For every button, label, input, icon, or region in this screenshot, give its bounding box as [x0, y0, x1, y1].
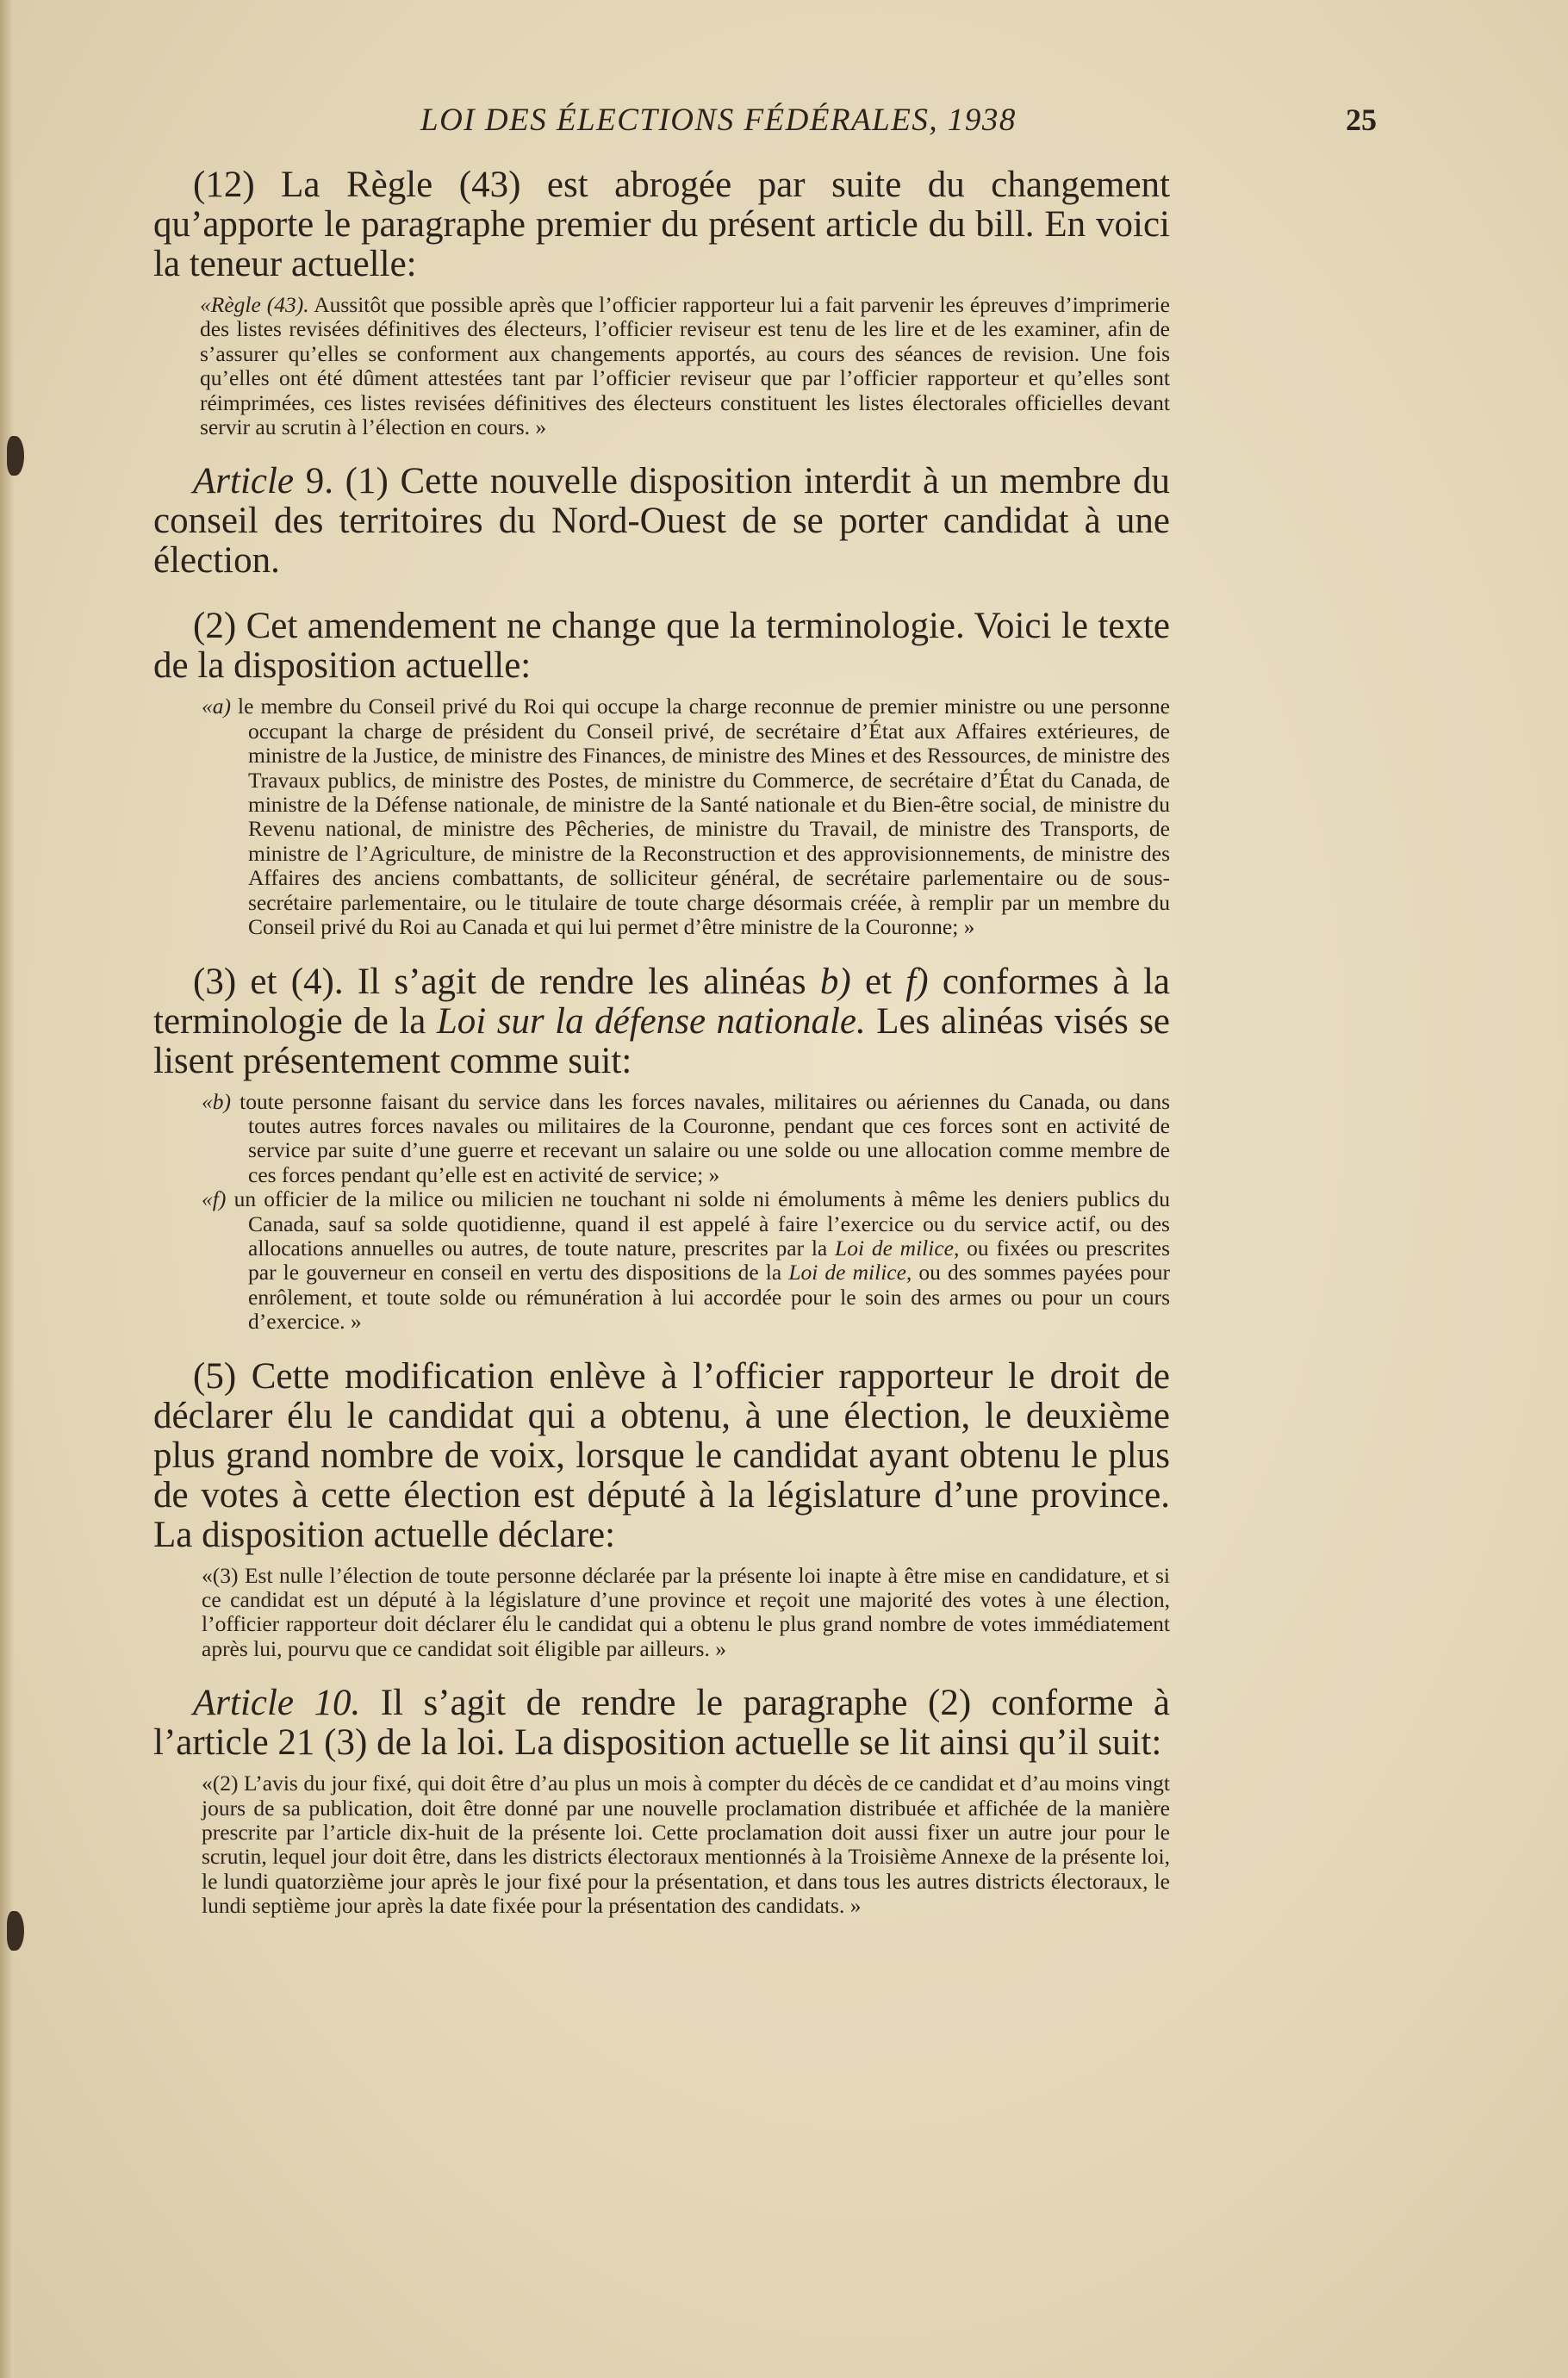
text-fragment: (3) et (4). Il s’agit de rendre les alinéas: [193, 961, 820, 1002]
paragraph-5: (5) Cette modification enlève à l’officier rapporteur le droit de déclarer élu le candidat qui a obtenu, à une élection, le deuxième plus grand nombre de voix, lorsque le candidat ayant obtenu le plus de votes à cette élection est député à la législature d’une province. La disposition actuelle déclare:: [153, 1355, 1170, 1555]
text-fragment: conformes à la terminologie de la: [153, 961, 1171, 1042]
quoted-alinea-a: [153, 694, 1170, 939]
quoted-alinea-f: [153, 1187, 1170, 1334]
article-label: Article 10.: [193, 1683, 361, 1724]
margin-marker: [7, 1911, 24, 1951]
quoted-rule-43: [153, 293, 1170, 439]
law-title: Loi de milice,: [835, 1235, 960, 1261]
page-body: [153, 165, 1170, 1919]
text-fragment: Les alinéas visés se lisent présentement comme suit:: [153, 1000, 1171, 1081]
running-title: LOI DES ÉLECTIONS FÉDÉRALES, 1938: [420, 103, 1017, 138]
quote-text: le membre du Conseil privé du Roi qui occupe la charge reconnue de premier ministre ou une personne occupant la charge de président du Conseil privé, de secrétaire d’État aux Affaires extérieures, de ministre de la Justice, de ministre des Finances, de ministre des Mines et des Ressources, de ministre des Travaux publics, de ministre des Postes, de ministre du Commerce, de secrétaire d’État du Canada, de ministre de la Défense nationale, de ministre de la Santé nationale et du Bien-être social, de ministre du Revenu national, de ministre des Pêcheries, de ministre du Travail, de ministre des Transports, de ministre de l’Agriculture, de ministre de la Reconstruction et des approvisionnements, de ministre des Affaires des anciens combattants, de solliciteur général, de secrétaire parlementaire ou de sous-secrétaire parlementaire, ou le titulaire de toute charge désormais créée, à remplir par un membre du Conseil privé du Roi au Canada et qui lui permet d’être ministre de la Couronne; »: [231, 694, 1170, 940]
margin-marker: [7, 436, 24, 476]
quote-label: «b): [202, 1088, 231, 1114]
paragraph-3-4: [153, 962, 1170, 1081]
quote-text: ou fixées ou prescrites par le gouverneur en conseil en vertu des dispositions de la: [248, 1235, 1171, 1285]
quoted-subsection-3: «(3) Est nulle l’élection de toute personne déclarée par la présente loi inapte à être mise en candidature, et si ce candidat est un député à la législature d’une province et reçoit une majorité des votes à une élection, l’officier rapporteur doit déclarer élu le candidat qui a obtenu le plus grand nombre de votes immédiatement après lui, pourvu que ce candidat soit éligible par ailleurs. »: [202, 1562, 1170, 1661]
quoted-subsection-2: «(2) L’avis du jour fixé, qui doit être d’au plus un mois à compter du décès de ce candidat et d’au moins vingt jours de sa publication, doit être donné par une nouvelle proclamation distribuée et affichée de la manière prescrite par l’article dix-huit de la présente loi. Cette proclamation doit aussi fixer un autre jour pour le scrutin, lequel jour doit être, dans les districts électoraux mentionnés à la Troisième Annexe de la présente loi, le lundi quatorzième jour après le jour fixé pour la présentation, et dans tous les autres districts électoraux, le lundi septième jour après la date fixée pour la présentation des candidats. »: [202, 1771, 1170, 1919]
alinea-b-label: b): [819, 961, 851, 1002]
quote-text: ou des sommes payées pour enrôlement, et toute solde ou rémunération à lui accordée pour le soin des armes ou pour un cours d’exercice. »: [248, 1260, 1171, 1335]
law-title: Loi de milice,: [788, 1260, 912, 1285]
law-title: Loi sur la défense nationale.: [436, 1000, 866, 1042]
quote-label: «f): [202, 1186, 227, 1212]
page-header: [153, 102, 1377, 146]
quote-text: Aussitôt que possible après que l’officier rapporteur lui a fait parvenir les épreuves d’imprimerie des listes revisées définitives des électeurs, l’officier reviseur est tenu de les lire et de les examiner, afin de s’assurer qu’elles se conforment aux changements apportés, au cours des séances de revision. Une fois qu’elles ont été dûment attestées tant par l’officier reviseur que par l’officier rapporteur et qu’elles sont réimprimées, ces listes revisées définitives des électeurs constituent les listes électorales officielles devant servir au scrutin à l’élection en cours. »: [200, 292, 1170, 440]
quote-text: un officier de la milice ou milicien ne touchant ni solde ni émoluments à même les deniers publics du Canada, sauf sa solde quotidienne, quand il est appelé à faire l’exercice ou du service actif, ou des allocations annuelles ou autres, de toute nature, prescrites par la: [226, 1186, 1170, 1261]
article-label: Article: [193, 461, 295, 502]
paragraph-2: (2) Cet amendement ne change que la terminologie. Voici le texte de la disposition actuelle:: [153, 606, 1170, 687]
quoted-alinea-b: [153, 1090, 1170, 1188]
article-text: Il s’agit de rendre le paragraphe (2) conforme à l’article 21 (3) de la loi. La disposition actuelle se lit ainsi qu’il suit:: [153, 1683, 1171, 1764]
article-text: 9. (1) Cette nouvelle disposition interdit à un membre du conseil des territoires du Nord-Ouest de se porter candidat à une élection.: [153, 461, 1170, 582]
quote-text: toute personne faisant du service dans les forces navales, militaires ou aériennes du Canada, ou dans toutes autres forces navales ou militaires de la Couronne, pendant que ces forces sont en activité de service par suite d’une guerre et recevant un salaire ou une solde ou une allocation comme membre de ces forces pendant qu’elle est en activité de service; »: [231, 1088, 1170, 1187]
text-fragment: et: [850, 961, 906, 1002]
page-number: 25: [1346, 103, 1377, 137]
quote-label: «Règle (43).: [200, 292, 309, 317]
article-10-paragraph: [153, 1684, 1170, 1763]
alinea-f-label: f): [905, 961, 929, 1002]
article-9-paragraph: [153, 462, 1170, 581]
paragraph-12: (12) La Règle (43) est abrogée par suite du changement qu’apporte le paragraphe premier du présent article du bill. En voici la teneur actuelle:: [153, 165, 1170, 284]
quote-label: «a): [202, 694, 231, 719]
page-binding-edge: [0, 0, 14, 2378]
